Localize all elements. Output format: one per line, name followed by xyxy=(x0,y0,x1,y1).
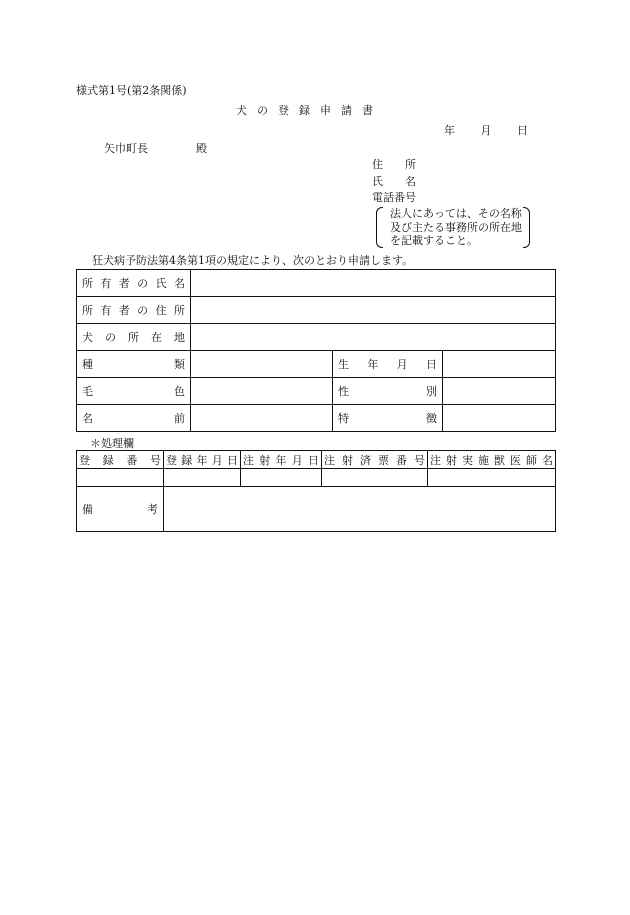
remarks-field[interactable] xyxy=(164,487,556,532)
processing-heading: ＊処理欄 xyxy=(90,437,134,450)
registration-date-field[interactable] xyxy=(164,469,241,487)
date-line xyxy=(444,124,528,137)
registration-table xyxy=(76,269,556,432)
remarks-label: 備 考 xyxy=(77,487,164,532)
applicant-name-label: 氏 名 xyxy=(372,175,416,188)
addressee xyxy=(104,142,207,155)
coat-color-label: 毛 色 xyxy=(77,378,191,405)
dog-location-label: 犬 の 所 在 地 xyxy=(77,324,191,351)
left-bracket xyxy=(376,207,383,248)
sex-field[interactable] xyxy=(443,378,556,405)
table-row xyxy=(77,405,556,432)
dog-name-label: 名 前 xyxy=(77,405,191,432)
document-title: 犬の登録申請書 xyxy=(236,104,383,117)
form-number: 様式第1号(第2条関係) xyxy=(76,84,187,97)
breed-field[interactable] xyxy=(191,351,333,378)
table-row xyxy=(77,487,556,532)
table-row xyxy=(77,270,556,297)
right-bracket xyxy=(523,207,530,248)
owner-name-label: 所 有 者 の 氏 名 xyxy=(77,270,191,297)
birth-date-label: 生 年 月 日 xyxy=(333,351,443,378)
table-row xyxy=(77,469,556,487)
owner-address-field[interactable] xyxy=(191,297,556,324)
features-label: 特 徴 xyxy=(333,405,443,432)
registration-date-header: 登 録 年 月 日 xyxy=(164,451,241,469)
veterinarian-name-header: 注 射 実 施 獣 医 師 名 xyxy=(428,451,556,469)
table-row xyxy=(77,378,556,405)
processing-table xyxy=(76,450,556,532)
addressee-honorific: 殿 xyxy=(196,142,207,155)
breed-label: 種 類 xyxy=(77,351,191,378)
table-row xyxy=(77,351,556,378)
application-statement: 狂犬病予防法第4条第1項の規定により、次のとおり申請します。 xyxy=(92,254,414,267)
features-field[interactable] xyxy=(443,405,556,432)
dog-name-field[interactable] xyxy=(191,405,333,432)
corporate-note: 法人にあっては、その名称及び主たる事務所の所在地を記載すること。 xyxy=(390,207,522,247)
owner-address-label: 所 有 者 の 住 所 xyxy=(77,297,191,324)
date-day-label: 日 xyxy=(517,124,528,137)
corporate-note-bracket xyxy=(376,207,530,247)
table-row xyxy=(77,324,556,351)
date-year-label: 年 xyxy=(444,124,455,137)
veterinarian-name-field[interactable] xyxy=(428,469,556,487)
coat-color-field[interactable] xyxy=(191,378,333,405)
registration-number-field[interactable] xyxy=(77,469,164,487)
date-month-label: 月 xyxy=(480,124,492,137)
injection-tag-number-field[interactable] xyxy=(322,469,428,487)
injection-date-header: 注 射 年 月 日 xyxy=(241,451,322,469)
table-row xyxy=(77,297,556,324)
addressee-name: 矢巾町長 xyxy=(104,142,148,155)
injection-tag-number-header: 注 射 済 票 番 号 xyxy=(322,451,428,469)
table-row xyxy=(77,451,556,469)
applicant-phone-label: 電話番号 xyxy=(372,191,416,204)
birth-date-field[interactable] xyxy=(443,351,556,378)
injection-date-field[interactable] xyxy=(241,469,322,487)
registration-number-header: 登 録 番 号 xyxy=(77,451,164,469)
sex-label: 性 別 xyxy=(333,378,443,405)
owner-name-field[interactable] xyxy=(191,270,556,297)
dog-location-field[interactable] xyxy=(191,324,556,351)
applicant-address-label: 住 所 xyxy=(372,158,416,171)
